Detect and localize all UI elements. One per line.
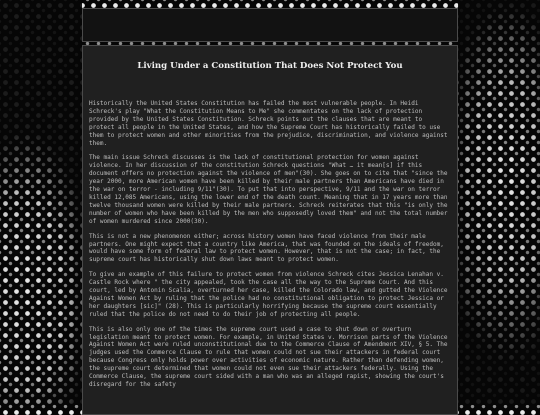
article-paragraph: The main issue Schreck discusses is the lack of constitutional protection for women against violence. In her discussion of the constitution Schreck questions "What … it mean[s] if this document offers no protection against the violence of men"(30). She goes on to cite that "since the year 2000, more American women have been killed by their male partners than Americans have died in the war on terror - including 9/11"(30). To put that into perspective, 9/11 and the war on terror killed 12,085 Americans, using the lower end of the death count. Meaning that in 17 years more than twelve thousand women were killed by their male partners. Schreck reiterates that this "is only the number of women who have been killed by the men who supposedly loved them" and not the total number of women murdered since 2000(30). <box>89 154 448 225</box>
header-bar <box>82 8 458 42</box>
article-body <box>89 100 451 389</box>
article-panel <box>82 45 458 415</box>
article-paragraph: To give an example of this failure to protect women from violence Schreck cites Jessica Lenahan v. Castle Rock where " the city appealed, took the case all the way to the Supreme Court. And this court, led by Antonin Scalia, overturned her case, killed the Colorado law, and gutted the Violence Against Women Act by ruling that the police had no constitutional obligation to protect Jessica or her daughters [sic]" (28). This is particularly horrifying because the supreme court essentially ruled that the police do not need to do their job of protecting all people. <box>89 271 448 318</box>
article-paragraph: Historically the United States Constitution has failed the most vulnerable people. In Heidi Schreck's play "What the Constitution Means to Me" she commentates on the lack of protection provided by the United States Constitution. Schreck points out the clauses that are meant to protect all people in the United States, and how the Supreme Court has historically failed to use them to protect women and other minorities from the prejudice, discrimination, and violence against them. <box>89 100 448 147</box>
background-dim-right <box>458 0 540 405</box>
article-paragraph: This is not a new phenomenon either; across history women have faced violence from their male partners. One might expect that a country like America, that was founded on the ideals of freedom, would have some form of federal law to protect women. However, that is not the case; in fact, the supreme court has historically shut down laws meant to protect women. <box>89 232 444 264</box>
article-paragraph: This is also only one of the times the supreme court used a case to shut down or overturn legislation meant to protect women. For example, in United States v. Morrison parts of the Violence Against Women Act were ruled unconstitutional due to the Commerce Clause of Amendment XIV, § 5. The judges used the Commerce Clause to rule that women could not sue their attackers in federal court because Congress only holds power over activities of economic nature. Rather than defending women, the supreme court determined that women could not even sue their attackers federally. Using the Commerce Clause, the supreme court sided with a man who was an alleged rapist, showing the court's disregard for the safety <box>89 325 448 388</box>
article-title: Living Under a Constitution That Does Not Protect You <box>137 61 403 71</box>
background-dim-left <box>0 0 82 405</box>
